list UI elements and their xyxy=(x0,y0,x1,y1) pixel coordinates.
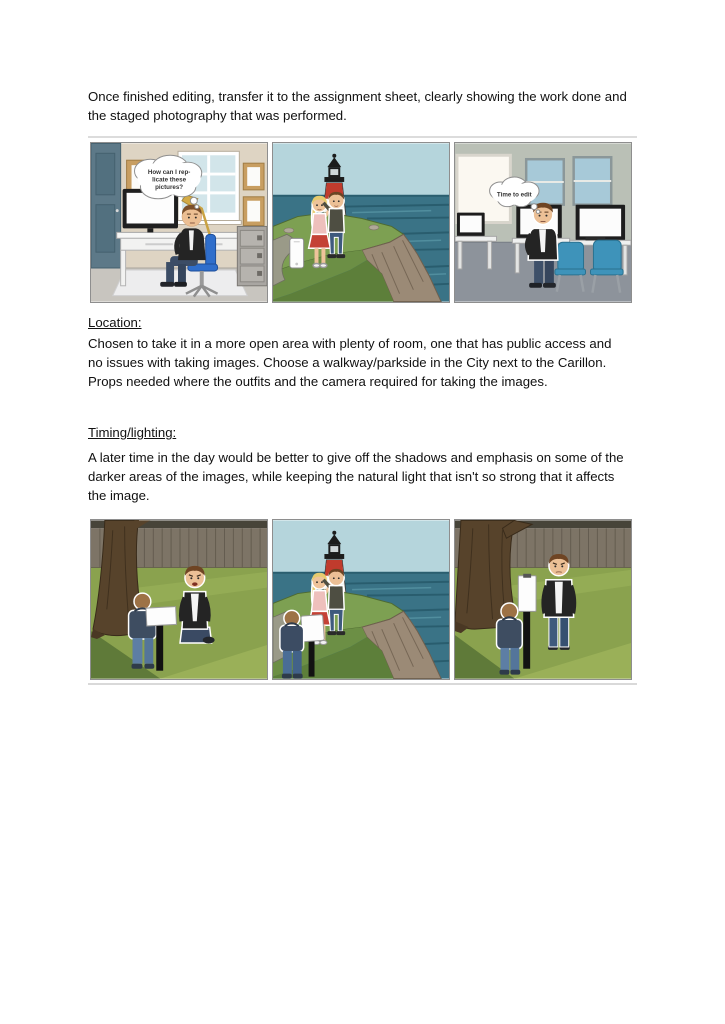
timing-line: the image. xyxy=(88,488,150,503)
lighthouse-viewer-scene xyxy=(273,520,449,679)
timing-line: darker areas of the images, while keeping the natural light that isn't so strong that it affects xyxy=(88,469,615,484)
location-heading: Location: xyxy=(88,315,142,330)
comic-panel-office xyxy=(90,142,268,303)
location-line: Props needed where the outfits and the camera required for taking the images. xyxy=(88,374,548,389)
comic-panel-backyard-kneeling xyxy=(90,519,268,680)
comic-panel-backyard-standing xyxy=(454,519,632,680)
character-boy-back xyxy=(280,610,304,678)
timing-heading: Timing/lighting: xyxy=(88,425,177,440)
location-line: Chosen to take it in a more open area with plenty of room, one that has public access and xyxy=(88,336,612,351)
phone-prop xyxy=(290,238,304,268)
door xyxy=(91,143,121,268)
intro-line: the staged photography that was performed. xyxy=(88,108,347,123)
intro-paragraph xyxy=(88,87,648,125)
comic-panel-computer-lab xyxy=(454,142,632,303)
backyard-standing-scene xyxy=(455,520,631,679)
comic-strip-editing-process xyxy=(88,136,637,303)
svg-text:pictures?: pictures? xyxy=(155,183,184,191)
svg-text:licate these: licate these xyxy=(152,176,187,184)
comic-panel-lighthouse xyxy=(272,142,450,303)
office-scene xyxy=(91,143,267,302)
lighthouse-scene xyxy=(273,143,449,302)
backyard-scene xyxy=(91,520,267,679)
timing-line: A later time in the day would be better to give off the shadows and emphasis on some of the xyxy=(88,450,624,465)
comic-strip-location-shots xyxy=(88,519,637,685)
comic-panel-lighthouse-viewer xyxy=(272,519,450,680)
svg-text:How can I rep-: How can I rep- xyxy=(147,169,191,177)
location-line: no issues with taking images. Choose a walkway/parkside in the City next to the Carillon. xyxy=(88,355,607,370)
timing-paragraph xyxy=(88,448,648,505)
computer-lab-scene xyxy=(455,143,631,302)
intro-line: Once finished editing, transfer it to the assignment sheet, clearly showing the work done and xyxy=(88,89,627,104)
location-paragraph xyxy=(88,334,648,391)
filing-cabinet xyxy=(237,226,267,285)
svg-text:Time to edit: Time to edit xyxy=(496,191,532,199)
